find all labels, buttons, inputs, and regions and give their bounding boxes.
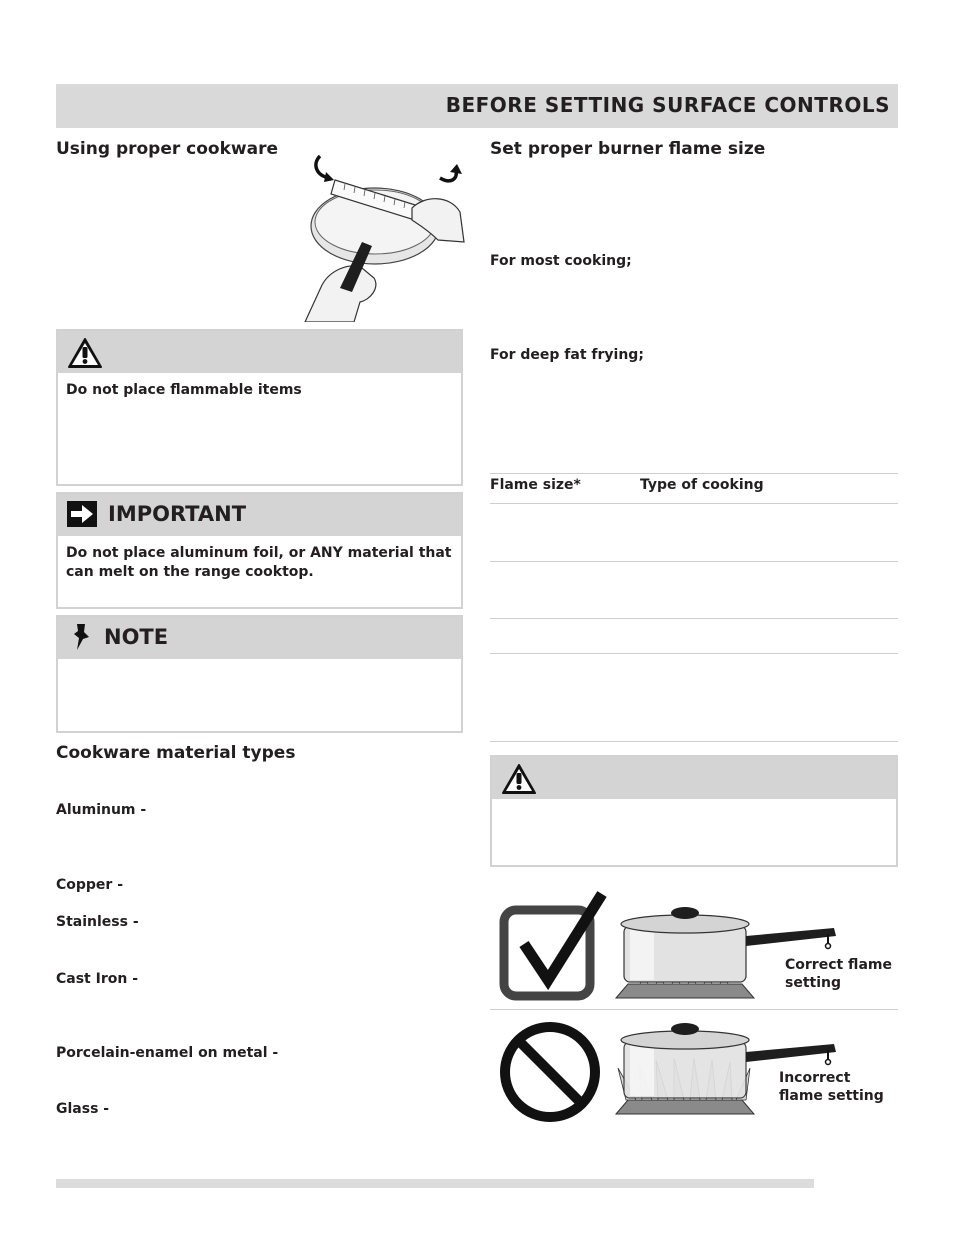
table-row-rule [490,618,898,619]
material-cast-iron: Cast Iron - [56,971,139,987]
checkmark-icon [496,888,608,1004]
table-row-rule [490,561,898,562]
header-bar [56,84,898,128]
material-aluminum: Aluminum - [56,802,147,818]
warning-triangle-icon [67,337,103,369]
page-title: BEFORE SETTING SURFACE CONTROLS [445,93,890,117]
flame-warning-box-header [492,757,896,799]
important-title: IMPORTANT [108,502,247,526]
important-text: Do not place aluminum foil, or ANY material that can melt on the range cooktop. [66,545,452,580]
warning-triangle-icon [501,763,537,795]
flat-pan-check-illustration [300,150,466,322]
arrow-right-icon [67,501,97,527]
cookware-section-title: Using proper cookware [56,139,279,159]
flame-warning-box [490,755,898,867]
table-top-rule [490,473,898,474]
important-box-header [58,494,461,536]
table-header-flame-size: Flame size* [490,477,581,493]
pushpin-icon [71,622,93,654]
table-bottom-rule [490,741,898,742]
most-cooking-label: For most cooking; [490,253,632,269]
flame-section-title: Set proper burner flame size [490,139,766,159]
deep-fat-frying-label: For deep fat frying; [490,347,644,363]
figure-divider [490,1009,898,1010]
footer-bar [56,1179,814,1188]
material-stainless: Stainless - [56,914,139,930]
table-row-rule [490,653,898,654]
warning-text: Do not place flammable items [66,382,302,398]
materials-section-title: Cookware material types [56,743,296,763]
note-box [56,615,463,733]
warning-box [56,329,463,486]
material-glass: Glass - [56,1101,110,1117]
warning-box-header [58,331,461,373]
table-header-type-of-cooking: Type of cooking [640,477,764,493]
incorrect-flame-caption: Incorrect flame setting [779,1070,884,1104]
correct-flame-caption: Correct flame setting [785,957,892,991]
material-porcelain-enamel: Porcelain-enamel on metal - [56,1045,279,1061]
table-row-rule [490,503,898,504]
prohibited-icon [498,1020,602,1124]
note-box-header [58,617,461,659]
important-box [56,492,463,609]
note-title: NOTE [104,625,169,649]
material-copper: Copper - [56,877,124,893]
